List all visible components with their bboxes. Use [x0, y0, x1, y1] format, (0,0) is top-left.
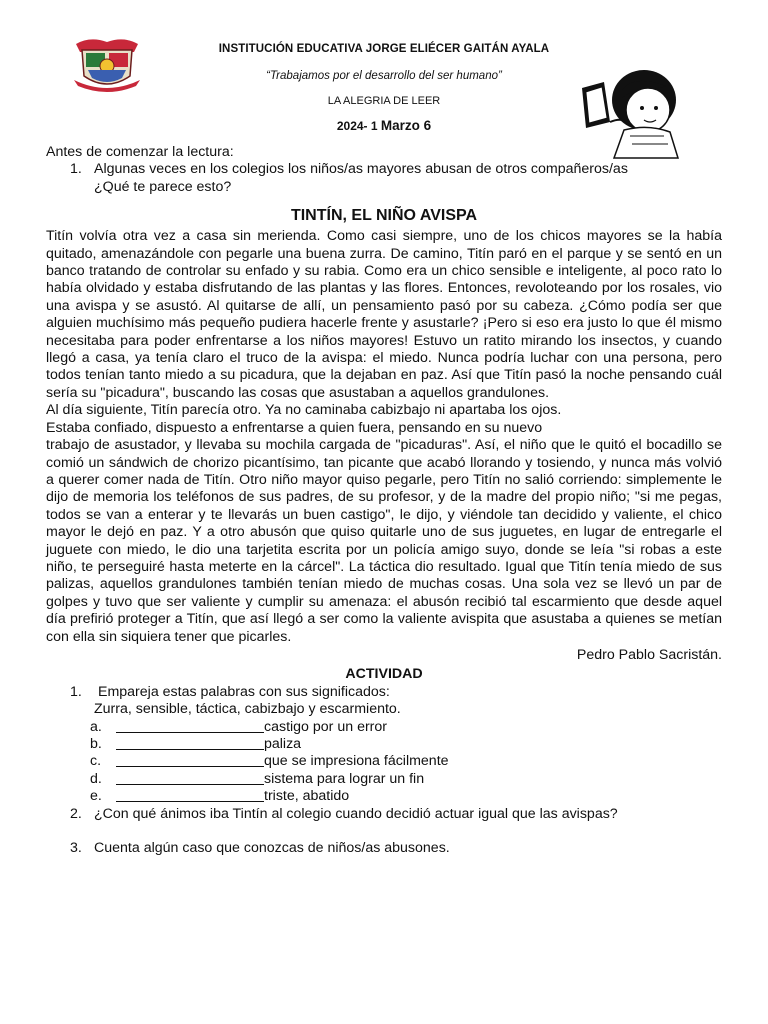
option-letter: c. [90, 753, 102, 770]
option-letter: a. [90, 718, 102, 735]
document-header [0, 0, 768, 145]
story-paragraph: trabajo de asustador, y llevaba su mochila cargada de "picaduras". Así, el niño que le quitó el bocadillo se comió un sándwich de chorizo picantísimo, tan picante que acabó llorando y tosiendo, y nunca más volvió a querer comer nada de Titín. Otro niño mayor quiso pegarle, pero Titín no salió corriendo: simplemente le dijo de memoria los teléfonos de sus padres, de su profesor, y de la madre del propio niño; "si me pegas, todos se van a enterar y te llevarás un buen castigo", le dijo, y viéndole tan decidido y valiente, el chico mayor le dejó en paz. Y a otro abusón que quiso quitarle uno de sus juguetes, en lugar de entregarle el juguete con miedo, le dio una tarjetita escrita por un policía amigo suyo, donde se leía "si robas a este niño, te perseguiré hasta meterte en la cárcel". La táctica dio resultado. Igual que Titín tenía miedo de sus palizas, aquellos grandulones también tenían miedo de muchas cosas. Una sola vez se llevó un par de golpes y tuvo que ser valiente y cumplir su amenaza: el abusón recibió tal escarmiento que desde aquel día prefirió proteger a Titín, que así llegó a ser como la valiente avispita que asustaba a quienes se metían con ella sin siquiera tener que picarles. [46, 437, 722, 645]
word-list: Zurra, sensible, táctica, cabizbajo y escarmiento. [94, 701, 401, 718]
option-text: paliza [264, 736, 302, 752]
intro-question-line1: Algunas veces en los colegios los niños/as mayores abusan de otros compañeros/as [94, 161, 628, 178]
school-name: INSTITUCIÓN EDUCATIVA JORGE ELIÉCER GAITÁN AYALA [218, 43, 550, 55]
answer-blank[interactable] [116, 719, 264, 733]
worksheet-subtitle: LA ALEGRIA DE LEER [327, 95, 441, 107]
activity-question-3 [46, 840, 722, 857]
match-option [46, 719, 722, 736]
option-letter: b. [90, 736, 102, 752]
intro-lead: Antes de comenzar la lectura: [46, 144, 234, 160]
story-paragraph: Al día siguiente, Titín parecía otro. Ya no caminaba cabizbajo ni apartaba los ojos. [46, 402, 562, 419]
date-day: Marzo 6 [380, 118, 432, 133]
match-option [46, 771, 722, 788]
option-letter: d. [90, 770, 102, 787]
spacer [46, 823, 722, 840]
story-paragraph: Titín volvía otra vez a casa sin merienda. Como casi siempre, uno de los chicos mayores se la había quitado, amenazándole con pegarle una buena zurra. De camino, Titín paró en el parque y se sentó en un banco tratando de controlar su enfado y su rabia. Como era un chico sensible e inteligente, al poco rato lo había olvidado y estaba disfrutando de las plantas y las flores. Entonces, revoloteando por los rosales, vio una avispa y se asustó. Al quitarse de allí, un pensamiento pasó por su cabeza. ¿Cómo podía ser que alguien muchísimo más pequeño pudiera hacerle frente y asustarle? ¡Pero si eso era justo lo que él mismo necesitaba para poder enfrentarse a los niños mayores! Estuvo un ratito mirando los insectos, y cuando llegó a casa, ya tenía claro el truco de la avispa: el miedo. Nunca podría luchar con una persona, pero todos tenían tanto miedo a su picadura, que la dejaban en paz. Así que Titín pasó la noche pensando cuál sería su "picadura", buscando las cosas que asustaban a aquellos grandulones. [46, 228, 722, 401]
question-text: Empareja estas palabras con sus significados: [98, 683, 390, 700]
option-letter: e. [90, 788, 102, 805]
option-text: triste, abatido [264, 788, 350, 805]
match-option [46, 753, 722, 770]
option-text: que se impresiona fácilmente [264, 753, 449, 770]
answer-blank[interactable] [116, 736, 264, 750]
worksheet-body [46, 144, 722, 857]
story-author: Pedro Pablo Sacristán. [576, 646, 722, 663]
question-text: Cuenta algún caso que conozcas de niños/as abusones. [94, 840, 450, 857]
date-period: 2024- 1 [336, 119, 378, 133]
story-paragraph: Estaba confiado, dispuesto a enfrentarse a quien fuera, pensando en su nuevo [46, 419, 543, 436]
question-number: 2. [70, 805, 82, 822]
option-text: castigo por un error [264, 718, 388, 735]
intro-question [46, 161, 722, 196]
question-number: 3. [70, 840, 82, 857]
question-text: ¿Con qué ánimos iba Tintín al colegio cuando decidió actuar igual que las avispas? [94, 805, 618, 822]
activity-question-2 [46, 806, 722, 823]
answer-blank[interactable] [116, 753, 264, 767]
school-motto: “Trabajamos por el desarrollo del ser humano” [266, 70, 502, 82]
activity-question-1 [46, 684, 722, 701]
question-number: 1. [70, 683, 82, 700]
match-option [46, 788, 722, 805]
story-title: TINTÍN, EL NIÑO AVISPA [290, 207, 478, 225]
intro-question-text [94, 161, 628, 196]
activity-title: ACTIVIDAD [345, 666, 423, 683]
match-option [46, 736, 722, 753]
story-text [46, 228, 722, 646]
answer-blank[interactable] [116, 788, 264, 802]
intro-question-line2: ¿Qué te parece esto? [94, 178, 232, 195]
answer-blank[interactable] [116, 771, 264, 785]
option-text: sistema para lograr un fin [264, 770, 425, 787]
intro-question-number: 1. [70, 161, 82, 178]
